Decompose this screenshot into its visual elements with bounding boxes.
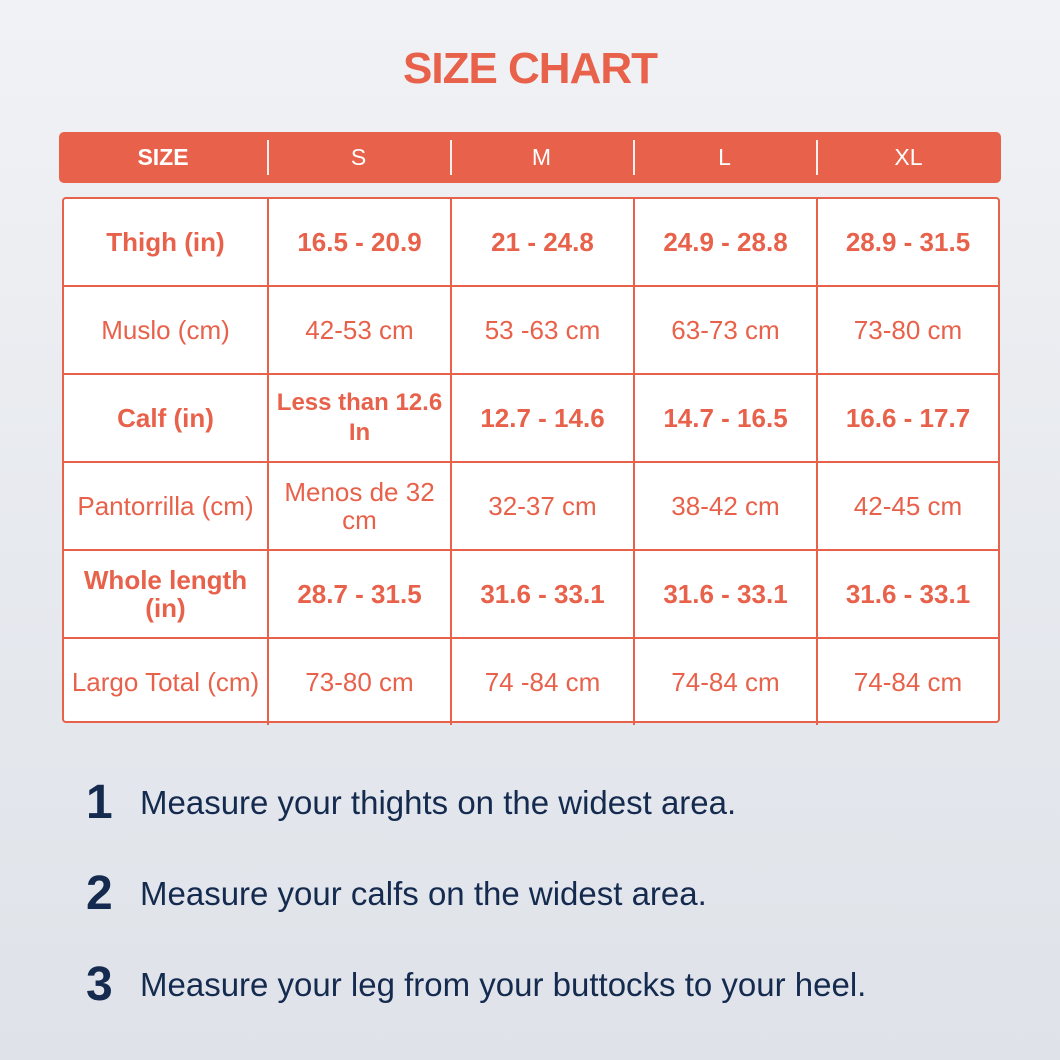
- table-cell: 31.6 - 33.1: [845, 579, 971, 609]
- table-cell: 42-45 cm: [853, 491, 963, 521]
- header-size-label: SIZE: [137, 144, 189, 170]
- row-label: Calf (in): [64, 375, 269, 461]
- table-cell: 16.5 - 20.9: [269, 199, 452, 285]
- table-cell: 28.7 - 31.5: [269, 551, 452, 637]
- table-cell: 31.6 - 33.1: [452, 551, 635, 637]
- table-cell: 63-73 cm: [635, 287, 818, 373]
- table-row-largo-total-cm: [64, 639, 998, 725]
- step-number: 2: [86, 867, 113, 920]
- table-cell: 21 - 24.8: [452, 199, 635, 285]
- step-text: Measure your thights on the widest area.: [140, 783, 737, 821]
- table-cell: 53 -63 cm: [452, 287, 635, 373]
- row-label: Thigh (in): [64, 199, 269, 285]
- header-size-m: M: [450, 132, 633, 183]
- table-cell: 31.6 - 33.1: [635, 551, 818, 637]
- table-row-calf-in: [64, 375, 998, 463]
- step-text: Measure your calfs on the widest area.: [140, 874, 707, 912]
- table-cell: 28.9 - 31.5: [845, 227, 971, 257]
- table-cell: 73-80 cm: [269, 639, 452, 725]
- table-cell: 38-42 cm: [635, 463, 818, 549]
- header-size-l: L: [633, 132, 816, 183]
- table-cell: 16.6 - 17.7: [845, 403, 971, 433]
- table-cell: Menos de 32 cm: [269, 463, 452, 549]
- table-cell: 73-80 cm: [853, 315, 963, 345]
- row-label: Muslo (cm): [64, 287, 269, 373]
- instruction-step-1: [86, 775, 736, 830]
- size-header-row: [59, 132, 1001, 183]
- table-cell: 42-53 cm: [269, 287, 452, 373]
- step-text: Measure your leg from your buttocks to your heel.: [140, 965, 867, 1003]
- table-cell: Less than 12.6 In: [269, 375, 452, 461]
- table-row-muslo-cm: [64, 287, 998, 375]
- table-cell: 12.7 - 14.6: [452, 375, 635, 461]
- table-cell: 74-84 cm: [635, 639, 818, 725]
- header-size-s: S: [267, 132, 450, 183]
- table-row-whole-length-in: [64, 551, 998, 639]
- page-title: SIZE CHART: [403, 44, 657, 93]
- instruction-step-3: [86, 957, 866, 1012]
- instruction-step-2: [86, 866, 707, 921]
- size-table: [62, 197, 1000, 723]
- row-label: Pantorrilla (cm): [64, 463, 269, 549]
- table-cell: 24.9 - 28.8: [635, 199, 818, 285]
- table-cell: 74-84 cm: [853, 667, 963, 697]
- row-label: Whole length (in): [64, 551, 269, 637]
- step-number: 3: [86, 958, 113, 1011]
- row-label: Largo Total (cm): [64, 639, 269, 725]
- step-number: 1: [86, 776, 113, 829]
- table-row-pantorrilla-cm: [64, 463, 998, 551]
- table-cell: 74 -84 cm: [452, 639, 635, 725]
- header-size-xl: XL: [816, 132, 1001, 183]
- table-row-thigh-in: [64, 199, 998, 287]
- table-cell: 32-37 cm: [452, 463, 635, 549]
- table-cell: 14.7 - 16.5: [635, 375, 818, 461]
